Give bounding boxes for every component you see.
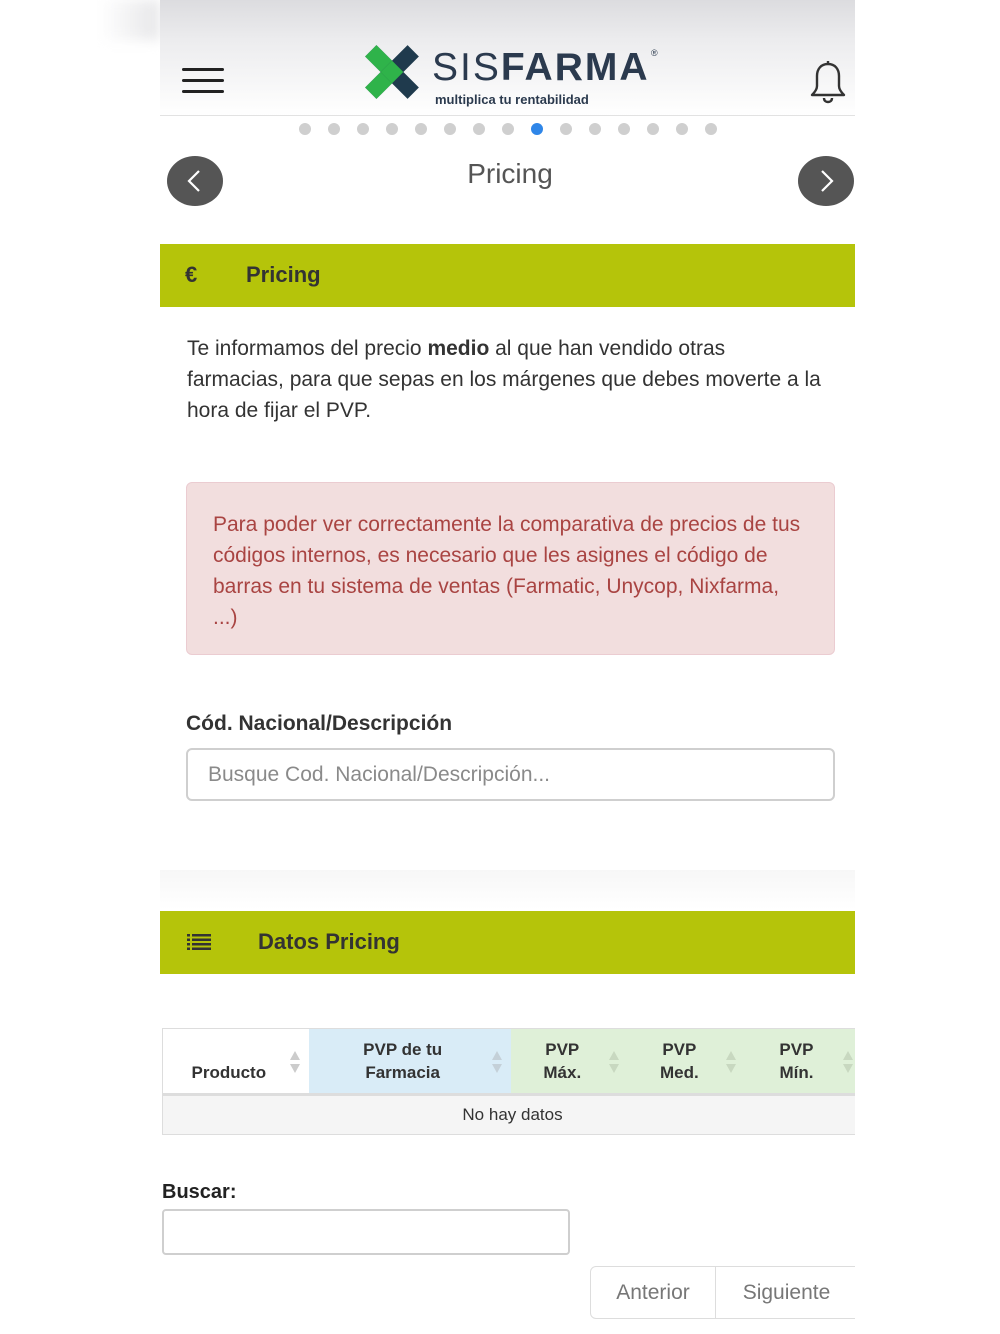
logo-wordmark: SISFARMA [432, 46, 650, 89]
previous-page-button[interactable] [167, 156, 223, 206]
carousel-dot[interactable] [589, 123, 601, 135]
list-icon [187, 933, 211, 951]
table-search-label: Buscar: [162, 1181, 237, 1203]
section-divider [160, 870, 855, 910]
pagination [590, 1266, 855, 1319]
carousel-dot[interactable] [473, 123, 485, 135]
carousel-dot[interactable] [299, 123, 311, 135]
sort-icon [491, 1049, 503, 1075]
next-page-button[interactable] [798, 156, 854, 206]
column-pvp-max[interactable]: PVP Máx. [511, 1029, 628, 1095]
barcode-warning-alert: Para poder ver correctamente la comparativa de precios de tus códigos internos, es necesario que les asignes el código de barras en tu sistema de ventas (Farmatic, Unycop, Nixfarma, ...) [186, 482, 835, 655]
table-header-row [163, 1029, 856, 1095]
registered-mark: ® [651, 48, 658, 58]
carousel-dot[interactable] [647, 123, 659, 135]
product-search-input[interactable] [186, 748, 835, 801]
table-search-input[interactable] [162, 1209, 570, 1255]
pagination-next-button[interactable]: Siguiente [716, 1266, 855, 1319]
carousel-dot[interactable] [357, 123, 369, 135]
column-producto[interactable]: Producto [163, 1029, 309, 1095]
sort-icon [842, 1049, 854, 1075]
app-screen [160, 0, 855, 1334]
table-row [163, 1095, 856, 1135]
sort-icon [608, 1049, 620, 1075]
sisfarma-logo [362, 44, 662, 110]
carousel-dot[interactable] [415, 123, 427, 135]
page-title: Pricing [467, 158, 553, 189]
logo-cross-icon [362, 44, 422, 100]
carousel-dot[interactable] [386, 123, 398, 135]
app-header [160, 0, 855, 116]
carousel-dot[interactable] [531, 123, 543, 135]
background [0, 0, 160, 1334]
search-field-label: Cód. Nacional/Descripción [186, 712, 453, 735]
hamburger-menu-icon[interactable] [182, 68, 224, 94]
pricing-intro-text: Te informamos del precio medio al que han vendido otras farmacias, para que sepas en los márgenes que debes moverte a la hora de fijar el PVP. [187, 337, 821, 422]
data-section-title: Datos Pricing [258, 929, 400, 954]
empty-table-message: No hay datos [163, 1095, 856, 1135]
bell-icon[interactable] [808, 60, 848, 104]
carousel-dot[interactable] [502, 123, 514, 135]
pricing-section-header [160, 244, 855, 307]
sort-icon [725, 1049, 737, 1075]
chevron-right-icon [815, 169, 837, 193]
carousel-dots [160, 122, 855, 138]
column-pvp-min[interactable]: PVP Mín. [745, 1029, 855, 1095]
sort-icon [289, 1049, 301, 1075]
carousel-dot[interactable] [560, 123, 572, 135]
carousel-dot[interactable] [705, 123, 717, 135]
column-pvp-med[interactable]: PVP Med. [628, 1029, 745, 1095]
chevron-left-icon [184, 169, 206, 193]
pagination-previous-button[interactable]: Anterior [590, 1266, 716, 1319]
carousel-dot[interactable] [328, 123, 340, 135]
carousel-dot[interactable] [618, 123, 630, 135]
pricing-table [162, 1028, 855, 1135]
pricing-section-title: Pricing [246, 262, 321, 287]
euro-icon: € [185, 262, 198, 287]
data-section-header [160, 911, 855, 974]
carousel-dot[interactable] [676, 123, 688, 135]
logo-tagline: multiplica tu rentabilidad [435, 92, 589, 107]
background-shadow [100, 0, 160, 40]
column-pvp-farmacia[interactable]: PVP de tu Farmacia [309, 1029, 511, 1095]
carousel-dot[interactable] [444, 123, 456, 135]
